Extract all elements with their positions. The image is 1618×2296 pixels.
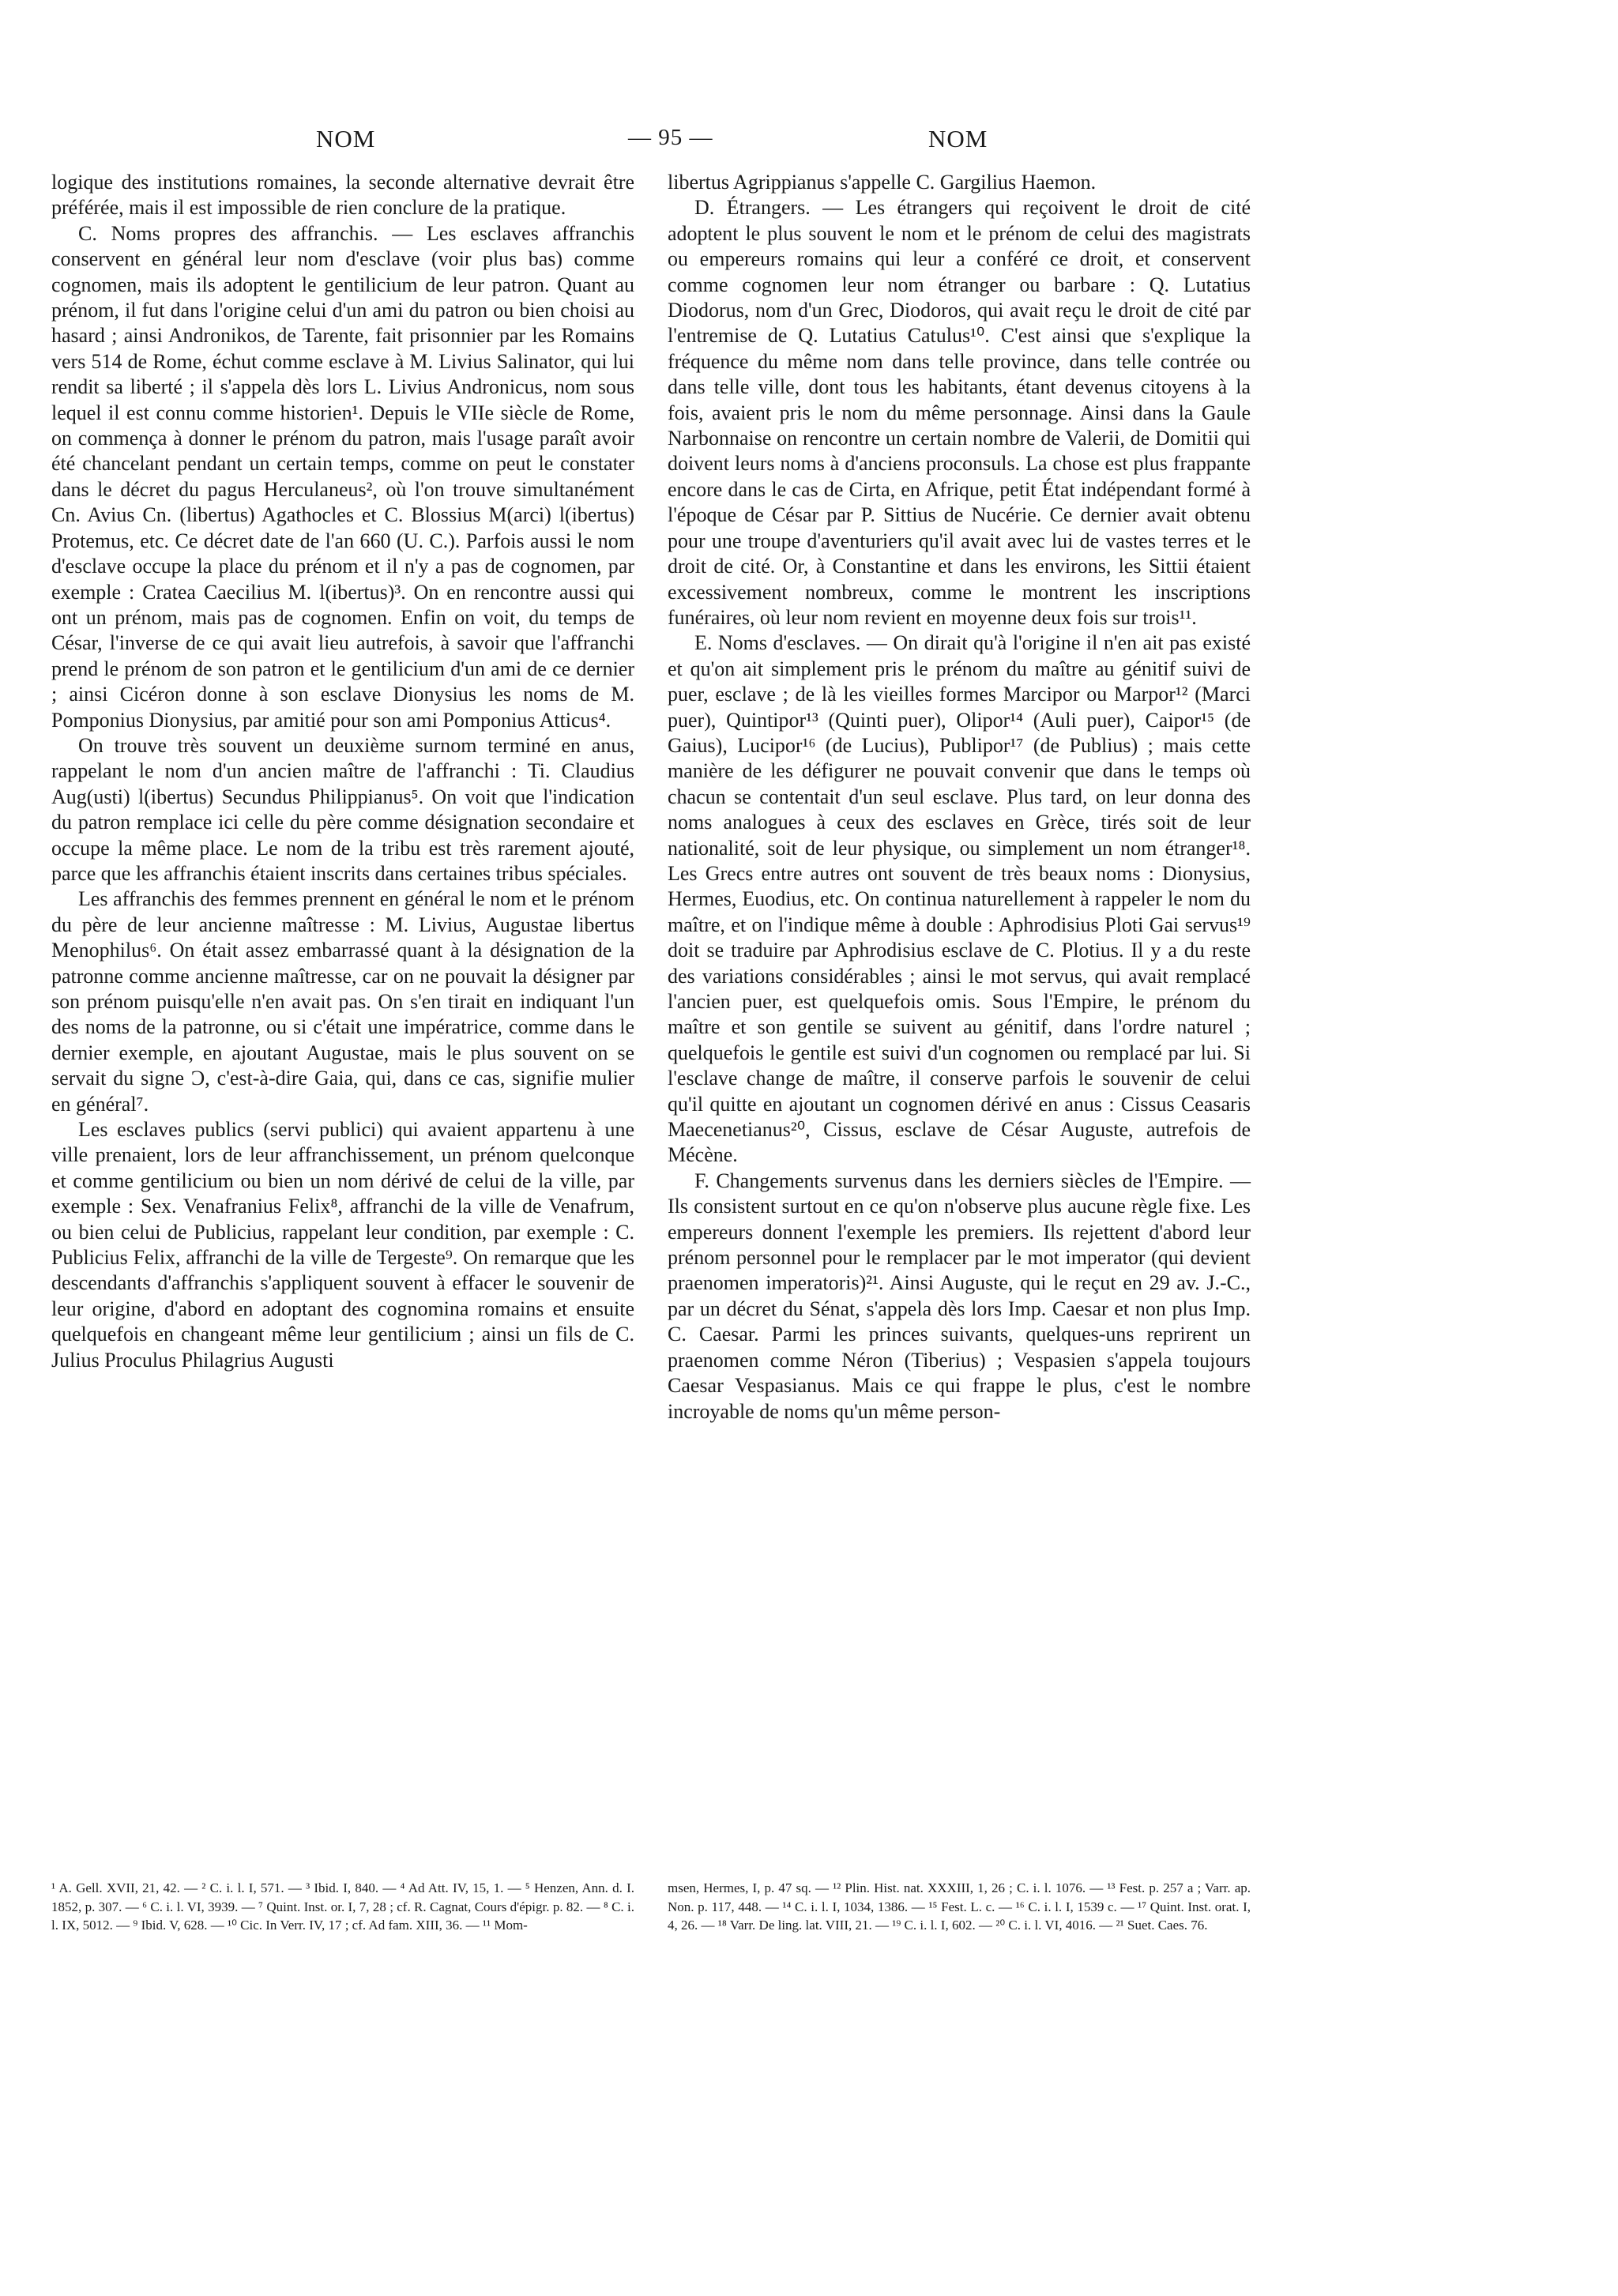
paragraph: On trouve très souvent un deuxième surnom terminé en anus, rappelant le nom d'un ancien maître de l'affranchi : Ti. Claudius Aug(usti) l(ibertus) Secundus Philippianus⁵. On voit que l'indication du patron remplace ici celle du père comme désignation secondaire et occupe la même place. Le nom de la tribu est très rarement ajouté, parce que les affranchis étaient inscrits dans certaines tribus spéciales. (51, 733, 634, 885)
footnotes-left: ¹ A. Gell. XVII, 21, 42. — ² C. i. l. I, 571. — ³ Ibid. I, 840. — ⁴ Ad Att. IV, 15, 1. — ⁵ Henzen, Ann. d. I. 1852, p. 307. — ⁶ C. i. l. VI, 3939. — ⁷ Quint. Inst. or. I, 7, 28 ; cf. R. Cagnat, Cours d'épigr. p. 82. — ⁸ C. i. l. IX, 5012. — ⁹ Ibid. V, 628. — ¹⁰ Cic. In Verr. IV, 17 ; cf. Ad fam. XIII, 36. — ¹¹ Mom- (51, 1880, 634, 1933)
running-head-left: NOM (316, 125, 376, 152)
paragraph: Les affranchis des femmes prennent en général le nom et le prénom du père de leur ancienne maîtresse : M. Livius, Augustae libertus Menophilus⁶. On était assez embarrassé quant à la désignation de la patronne comme ancienne maîtresse, car on ne pouvait la désigner par son prénom puisqu'elle n'en avait pas. On s'en tirait en indiquant l'un des noms de la patronne, ou si c'était une impératrice, comme dans le dernier exemple, en ajoutant Augustae, mais le plus souvent on se servait du signe Ɔ, c'est-à-dire Gaia, qui, dans ce cas, signifie mulier en général⁷. (51, 887, 634, 1116)
paragraph: logique des institutions romaines, la seconde alternative devrait être préférée, mais il est impossible de rien conclure de la pratique. (51, 171, 634, 220)
paragraph-affranchis: C. Noms propres des affranchis. — Les esclaves affranchis conservent en général leur nom d'esclave (voir plus bas) comme cognomen, mais ils adoptent le gentilicium de leur patron. Quant au prénom, il fut dans l'origine celui d'un ami du patron ou bien choisi au hasard ; ainsi Andronikos, de Tarente, fait prisonnier par les Romains vers 514 de Rome, échut comme esclave à M. Livius Salinator, qui lui rendit sa liberté ; il s'appela dès lors L. Livius Andronicus, nom sous lequel il est connu comme historien¹. Depuis le VIIe siècle de Rome, on commença à donner le prénom du patron, mais l'usage paraît avoir été chancelant pendant un certain temps, comme on peut le constater dans le décret du pagus Herculaneus², où l'on trouve simultanément Cn. Avius Cn. (libertus) Agathocles et C. Blossius M(arci) l(ibertus) Protemus, etc. Ce décret date de l'an 660 (U. C.). Parfois aussi le nom d'esclave occupe la place du prénom et il n'y a pas de cognomen, par exemple : Cratea Caecilius M. l(ibertus)³. On en rencontre aussi qui ont un prénom, mais pas de cognomen. Enfin on voit, du temps de César, l'inverse de ce qui avait lieu autrefois, à savoir que l'affranchi prend le prénom de son patron et le gentilicium d'un ami de ce dernier ; ainsi Cicéron donne à son esclave Dionysius les noms de M. Pomponius Dionysius, par amitié pour son ami Pomponius Atticus⁴. (51, 221, 634, 732)
paragraph-etrangers: D. Étrangers. — Les étrangers qui reçoivent le droit de cité adoptent le plus souvent le nom et le prénom de celui des magistrats ou empereurs romains qui leur a conféré ce droit, et conservent comme cognomen leur nom étranger ou barbare : Q. Lutatius Diodorus, nom d'un Grec, Diodoros, qui avait reçu le droit de cité par l'entremise de Q. Lutatius Catulus¹⁰. C'est ainsi que s'explique la fréquence du même nom dans telle province, dans telle contrée ou dans telle ville, dont tous les habitants, étant devenus citoyens à la fois, avaient pris le nom du même personnage. Ainsi dans la Gaule Narbonnaise on rencontre un certain nombre de Valerii, de Domitii qui doivent leurs noms à d'anciens proconsuls. La chose est plus frappante encore dans le cas de Cirta, en Afrique, petit État indépendant formé à l'époque de César par P. Sittius de Nucérie. Ce dernier avait obtenu pour une troupe d'aventuriers qu'il avait avec lui de vastes terres et le droit de cité. Or, à Constantine et dans les environs, les Sittii étaient excessivement nombreux, comme le montrent les inscriptions funéraires, où leur nom revient en moyenne deux fois sur trois¹¹. (668, 196, 1251, 629)
paragraph-changements: F. Changements survenus dans les derniers siècles de l'Empire. — Ils consistent surtout en ce qu'on n'observe plus aucune règle fixe. Les empereurs donnent l'exemple les premiers. Ils rejettent d'abord leur prénom personnel pour le remplacer par le mot imperator (qui devient praenomen imperatoris)²¹. Ainsi Auguste, qui le reçut en 29 av. J.-C., par un décret du Sénat, s'appela dès lors Imp. Caesar et non plus Imp. C. Caesar. Parmi les princes suivants, quelques-uns reprirent un praenomen comme Néron (Tiberius) ; Vespasien s'appela toujours Caesar Vespasianus. Mais ce qui frappe le plus, c'est le nombre incroyable de noms qu'un même person- (668, 1169, 1251, 1423)
footnotes-right: msen, Hermes, I, p. 47 sq. — ¹² Plin. Hist. nat. XXXIII, 1, 26 ; C. i. l. 1076. — ¹³ Fest. p. 257 a ; Varr. ap. Non. p. 117, 448. — ¹⁴ C. i. l. I, 1034, 1386. — ¹⁵ Fest. L. c. — ¹⁶ C. i. l. I, 1539 c. — ¹⁷ Quint. Inst. orat. I, 4, 26. — ¹⁸ Varr. De ling. lat. VIII, 21. — ¹⁹ C. i. l. I, 602. — ²⁰ C. i. l. VI, 4016. — ²¹ Suet. Caes. 76. (668, 1880, 1251, 1933)
right-column (668, 170, 1251, 1425)
page-number: — 95 — (628, 125, 713, 150)
paragraph-esclaves: E. Noms d'esclaves. — On dirait qu'à l'origine il n'en ait pas existé et qu'on ait simplement pris le prénom du maître au génitif suivi de puer, esclave ; de là les vieilles formes Marcipor ou Marpor¹² (Marci puer), Quintipor¹³ (Quinti puer), Olipor¹⁴ (Auli puer), Caipor¹⁵ (de Gaius), Lucipor¹⁶ (de Lucius), Publipor¹⁷ (de Publius) ; mais cette manière de les défigurer ne pouvait convenir que dans le temps où chacun se contentait d'un seul esclave. Plus tard, on leur donna des noms analogues à ceux des esclaves en Grèce, tirés soit de leur nationalité, soit de leur physique, ou simplement un nom étranger¹⁸. Les Grecs entre autres ont souvent de très beaux noms : Dionysius, Hermes, Euodius, etc. On continua naturellement à rappeler le nom du maître, et on l'indique même à double : Aphrodisius Ploti Gai servus¹⁹ doit se traduire par Aphrodisius esclave de C. Plotius. Il y a du reste des variations considérables ; ainsi le mot servus, qui avait remplacé l'ancien puer, est quelquefois omis. Sous l'Empire, le prénom du maître et son gentile se suivent au génitif, dans l'ordre naturel ; quelquefois le gentile est suivi d'un cognomen ou remplacé par lui. Si l'esclave change de maître, il conserve parfois le souvenir de celui qu'il quitte en ajoutant un cognomen dérivé en anus : Cissus Ceasaris Maecenetianus²⁰, Cissus, esclave de César Auguste, autrefois de Mécène. (668, 631, 1251, 1167)
paragraph: Les esclaves publics (servi publici) qui avaient appartenu à une ville prenaient, lors de leur affranchissement, un prénom quelconque et comme gentilicium ou bien un nom dérivé de celui de la ville, par exemple : Sex. Venafranius Felix⁸, affranchi de la ville de Venafrum, ou bien celui de Publicius, rappelant leur condition, par exemple : C. Publicius Felix, affranchi de la ville de Tergeste⁹. On remarque que les descendants d'affranchis s'appliquent souvent à effacer le souvenir de leur origine, d'abord en adoptant des cognomina romains et ensuite quelquefois en changeant même leur gentilicium ; ainsi un fils de C. Julius Proculus Philagrius Augusti (51, 1118, 634, 1372)
running-head-right: NOM (928, 125, 988, 152)
paragraph: libertus Agrippianus s'appelle C. Gargilius Haemon. (668, 171, 1097, 194)
left-column (51, 170, 634, 1373)
